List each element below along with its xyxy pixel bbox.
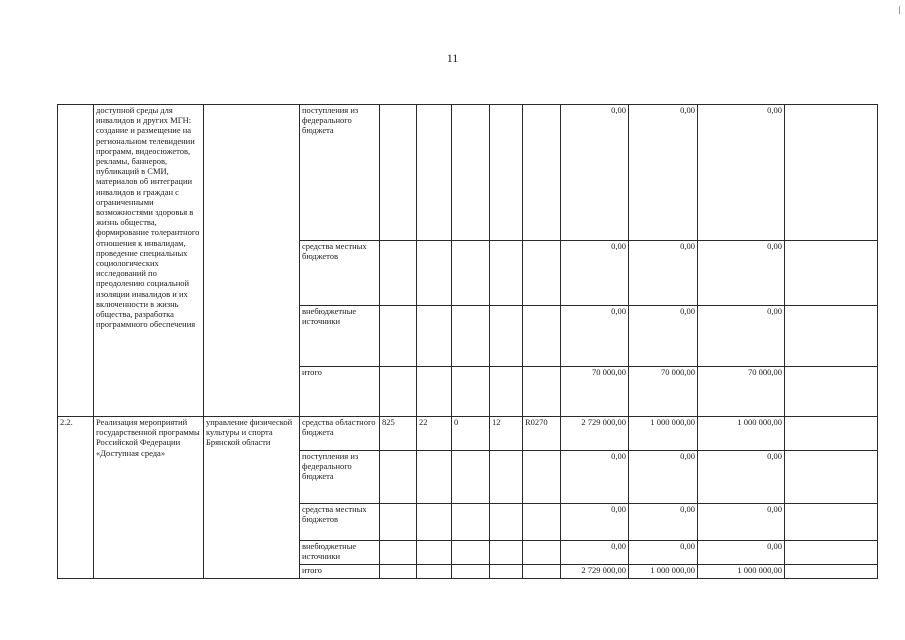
scan-mark: [899, 6, 900, 14]
amount-cell: 70 000,00: [561, 367, 629, 417]
amount-cell: 0,00: [629, 451, 698, 504]
source-cell: средства областного бюджета: [300, 417, 380, 451]
source-cell: внебюджетные источники: [300, 306, 380, 367]
amount-cell: 1 000 000,00: [698, 565, 785, 579]
code-cell: 825: [380, 417, 417, 451]
amount-cell: 0,00: [698, 241, 785, 306]
source-cell: средства местных бюджетов: [300, 241, 380, 306]
amount-cell: 1 000 000,00: [698, 417, 785, 451]
notes-cell: [785, 541, 878, 565]
table-row: [58, 105, 878, 241]
page-number: 11: [446, 51, 459, 65]
amount-cell: 0,00: [561, 451, 629, 504]
activity-cell: Реализация мероприятий государственной программы Российской Федерации «Доступная среда»: [94, 417, 204, 579]
amount-cell: 2 729 000,00: [561, 417, 629, 451]
source-cell: итого: [300, 565, 380, 579]
notes-cell: [785, 367, 878, 417]
source-cell: средства местных бюджетов: [300, 504, 380, 541]
amount-cell: 1 000 000,00: [629, 565, 698, 579]
amount-cell: 0,00: [698, 504, 785, 541]
source-cell: внебюджетные источники: [300, 541, 380, 565]
amount-cell: 0,00: [629, 105, 698, 241]
amount-cell: 0,00: [561, 504, 629, 541]
amount-cell: 0,00: [629, 306, 698, 367]
amount-cell: 0,00: [561, 306, 629, 367]
notes-cell: [785, 565, 878, 579]
amount-cell: 0,00: [698, 541, 785, 565]
code-cell: 22: [417, 417, 452, 451]
notes-cell: [785, 417, 878, 451]
notes-cell: [785, 241, 878, 306]
source-cell: поступления из федерального бюджета: [300, 105, 380, 241]
amount-cell: 70 000,00: [629, 367, 698, 417]
notes-cell: [785, 105, 878, 241]
code-cell: 12: [490, 417, 523, 451]
amount-cell: 70 000,00: [698, 367, 785, 417]
notes-cell: [785, 306, 878, 367]
amount-cell: 0,00: [629, 541, 698, 565]
source-cell: итого: [300, 367, 380, 417]
funding-table: [57, 104, 878, 579]
amount-cell: 0,00: [561, 241, 629, 306]
table-row: [58, 417, 878, 451]
amount-cell: 0,00: [561, 541, 629, 565]
activity-cell: доступной среды для инвалидов и других МГН: создание и размещение на региональном телевидении программ, видеосюжетов, рекламы, баннеров, публикаций в СМИ, материалов об интеграции инвалидов и граждан с ограниченными возможностями здоровья в жизнь общества, формирование толерантного отношения к инвалидам, проведение специальных социологических исследований по преодолению социальной изоляции инвалидов и их включенности в жизнь общества, разработка программного обеспечения: [94, 105, 204, 417]
source-cell: поступления из федерального бюджета: [300, 451, 380, 504]
amount-cell: 1 000 000,00: [629, 417, 698, 451]
amount-cell: 0,00: [629, 241, 698, 306]
amount-cell: 0,00: [698, 306, 785, 367]
row-number-cell: 2.2.: [58, 417, 94, 579]
row-number-cell: [58, 105, 94, 417]
notes-cell: [785, 504, 878, 541]
executor-cell: управление физической культуры и спорта Брянской области: [204, 417, 300, 579]
code-cell: R0270: [523, 417, 561, 451]
amount-cell: 2 729 000,00: [561, 565, 629, 579]
amount-cell: 0,00: [698, 451, 785, 504]
code-cell: 0: [452, 417, 490, 451]
amount-cell: 0,00: [698, 105, 785, 241]
amount-cell: 0,00: [629, 504, 698, 541]
amount-cell: 0,00: [561, 105, 629, 241]
notes-cell: [785, 451, 878, 504]
executor-cell: [204, 105, 300, 417]
